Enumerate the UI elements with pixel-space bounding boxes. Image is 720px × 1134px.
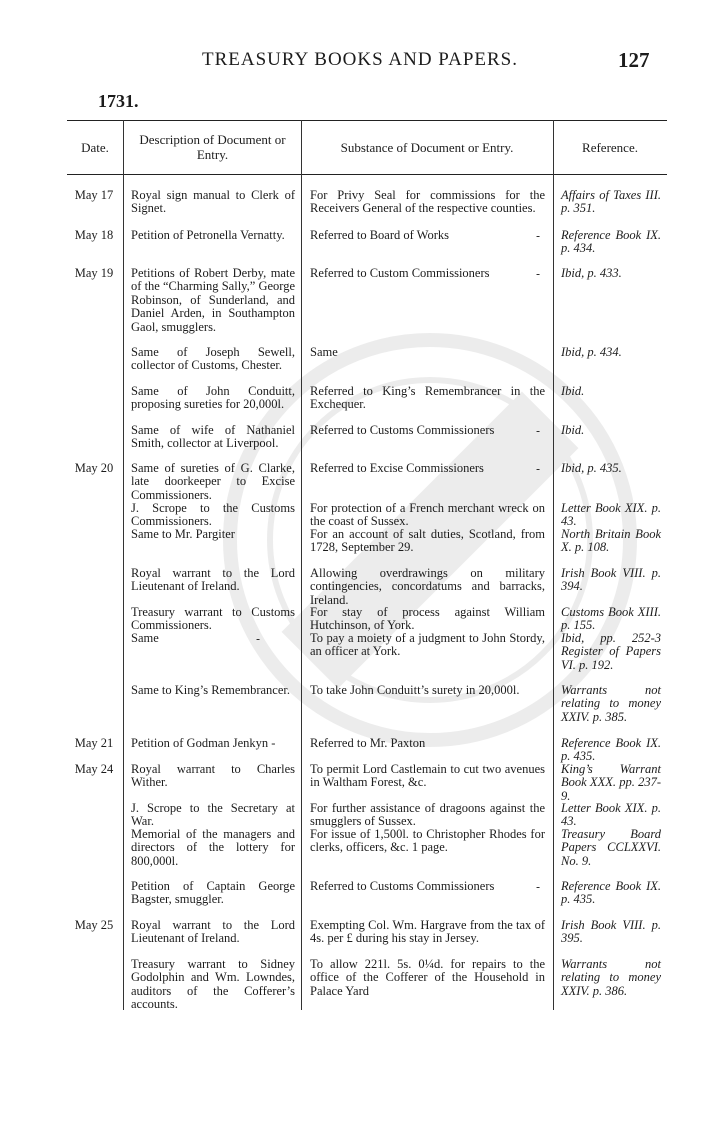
entry-substance: Allowing overdrawings on military contingencies, concordatums and barracks, Ireland. — [310, 566, 545, 607]
leader-dash: - — [536, 424, 541, 438]
entry-date: May 21 — [74, 736, 114, 750]
entry-description: Petition of Godman Jenkyn - — [131, 736, 276, 750]
entry-substance: For protection of a French merchant wreck on the coast of Sussex. — [310, 501, 545, 529]
entry-reference: Ibid, p. 433. — [561, 266, 622, 280]
header-bottom-rule — [67, 174, 667, 175]
entry-reference: Customs Book XIII. p. 155. — [561, 605, 661, 633]
entry-description: Treasury warrant to Customs Commissioners. — [131, 605, 295, 633]
entry-reference: Ibid. — [561, 423, 585, 437]
column-header-description: Description of Document or Entry. — [139, 132, 286, 162]
entry-substance: Referred to Custom Commissioners — [310, 266, 490, 280]
entry-date: May 18 — [74, 228, 114, 242]
leader-dash: - — [256, 632, 261, 646]
entry-reference: King’s Warrant Book XXX. pp. 237-9. — [561, 762, 661, 803]
entry-reference: Letter Book XIX. p. 43. — [561, 501, 661, 529]
column-header-substance: Substance of Document or Entry. — [340, 139, 514, 155]
entry-reference: Ibid. — [561, 384, 585, 398]
entry-description: Same of sureties of G. Clarke, late doorkeeper to Excise Commissioners. — [131, 461, 295, 502]
entry-description: Same — [131, 631, 159, 645]
column-rule-2 — [301, 120, 302, 1010]
leader-dash: - — [536, 462, 541, 476]
column-header-date: Date. — [81, 139, 109, 155]
entry-description: Memorial of the managers and directors of the lottery for 800,000l. — [131, 827, 295, 868]
entry-substance: For Privy Seal for commissions for the Receivers General of the respective counties. — [310, 188, 545, 216]
entry-description: J. Scrope to the Customs Commissioners. — [131, 501, 295, 529]
year-heading: 1731. — [98, 91, 139, 111]
entry-substance: To allow 221l. 5s. 0¼d. for repairs to the office of the Cofferer of the Household in Palace Yard — [310, 957, 545, 998]
entry-date: May 24 — [74, 762, 114, 776]
entry-substance: Referred to Board of Works — [310, 228, 450, 242]
column-rule-3 — [553, 120, 554, 1010]
entry-date: May 19 — [74, 266, 114, 280]
entry-reference: Warrants not relating to money XXIV. p. 386. — [561, 957, 661, 998]
entry-description: Royal warrant to the Lord Lieutenant of Ireland. — [131, 566, 295, 594]
entry-substance: Exempting Col. Wm. Hargrave from the tax of 4s. per £ during his stay in Jersey. — [310, 918, 545, 946]
entry-substance: For issue of 1,500l. to Christopher Rhodes for clerks, officers, &c. 1 page. — [310, 827, 545, 855]
entry-description: Petition of Petronella Vernatty. — [131, 228, 285, 242]
entry-description: J. Scrope to the Secretary at War. — [131, 801, 295, 829]
entry-reference: Irish Book VIII. p. 395. — [561, 918, 661, 946]
column-header-reference: Reference. — [582, 139, 638, 155]
entry-substance: Referred to Customs Commissioners — [310, 423, 495, 437]
entry-substance: To permit Lord Castlemain to cut two avenues in Waltham Forest, &c. — [310, 762, 545, 790]
entry-reference: Ibid, p. 435. — [561, 461, 622, 475]
entry-reference: Reference Book IX. p. 435. — [561, 879, 661, 907]
entry-reference: Irish Book VIII. p. 394. — [561, 566, 661, 594]
entry-substance: Referred to King’s Remembrancer in the Exchequer. — [310, 384, 545, 412]
entry-description: Same to Mr. Pargiter — [131, 527, 235, 541]
entry-description: Petition of Captain George Bagster, smuggler. — [131, 879, 295, 907]
leader-dash: - — [536, 880, 541, 894]
entry-reference: Letter Book XIX. p. 43. — [561, 801, 661, 829]
entry-substance: For further assistance of dragoons against the smugglers of Sussex. — [310, 801, 545, 829]
entry-description: Treasury warrant to Sidney Godolphin and Wm. Lowndes, auditors of the Cofferer’s accounts. — [131, 957, 295, 1012]
entry-substance: To pay a moiety of a judgment to John Stordy, an officer at York. — [310, 631, 545, 659]
entry-description: Same of wife of Nathaniel Smith, collector at Liverpool. — [131, 423, 295, 451]
leader-dash: - — [536, 229, 541, 243]
leader-dash: - — [536, 267, 541, 281]
entry-reference: Treasury Board Papers CCLXXVI. No. 9. — [561, 827, 661, 868]
entry-substance: For stay of process against William Hutchinson, of York. — [310, 605, 545, 633]
entry-reference: Affairs of Taxes III. p. 351. — [561, 188, 661, 216]
entry-date: May 25 — [74, 918, 114, 932]
entry-substance: To take John Conduitt’s surety in 20,000l. — [310, 683, 520, 697]
page-number: 127 — [618, 48, 650, 72]
entry-description: Petitions of Robert Derby, mate of the “Charming Sally,” George Robinson, of Sunderland, and Daniel Arden, in Southampton Gaol, smugglers. — [131, 266, 295, 334]
entry-substance: Referred to Customs Commissioners — [310, 879, 495, 893]
entry-reference: Reference Book IX. p. 434. — [561, 228, 661, 256]
entry-substance: For an account of salt duties, Scotland, from 1728, September 29. — [310, 527, 545, 555]
entry-description: Royal sign manual to Clerk of Signet. — [131, 188, 295, 216]
entry-description: Royal warrant to the Lord Lieutenant of Ireland. — [131, 918, 295, 946]
entry-substance: Referred to Excise Commissioners — [310, 461, 484, 475]
entry-reference: North Britain Book X. p. 108. — [561, 527, 661, 555]
entry-reference: Reference Book IX. p. 435. — [561, 736, 661, 764]
entry-date: May 17 — [74, 188, 114, 202]
entry-description: Same to King’s Remembrancer. — [131, 683, 290, 697]
entry-description: Same of Joseph Sewell, collector of Customs, Chester. — [131, 345, 295, 373]
entry-reference: Ibid, pp. 252-3 Register of Papers VI. p. 192. — [561, 631, 661, 672]
running-title: TREASURY BOOKS AND PAPERS. — [201, 49, 518, 70]
entry-substance: Referred to Mr. Paxton — [310, 736, 426, 750]
entry-reference: Warrants not relating to money XXIV. p. 385. — [561, 683, 661, 724]
column-rule-1 — [123, 120, 124, 1010]
entry-description: Royal warrant to Charles Wither. — [131, 762, 295, 790]
entry-date: May 20 — [74, 461, 114, 475]
entry-reference: Ibid, p. 434. — [561, 345, 622, 359]
entry-substance: Same — [310, 345, 338, 359]
entry-description: Same of John Conduitt, proposing sureties for 20,000l. — [131, 384, 295, 412]
